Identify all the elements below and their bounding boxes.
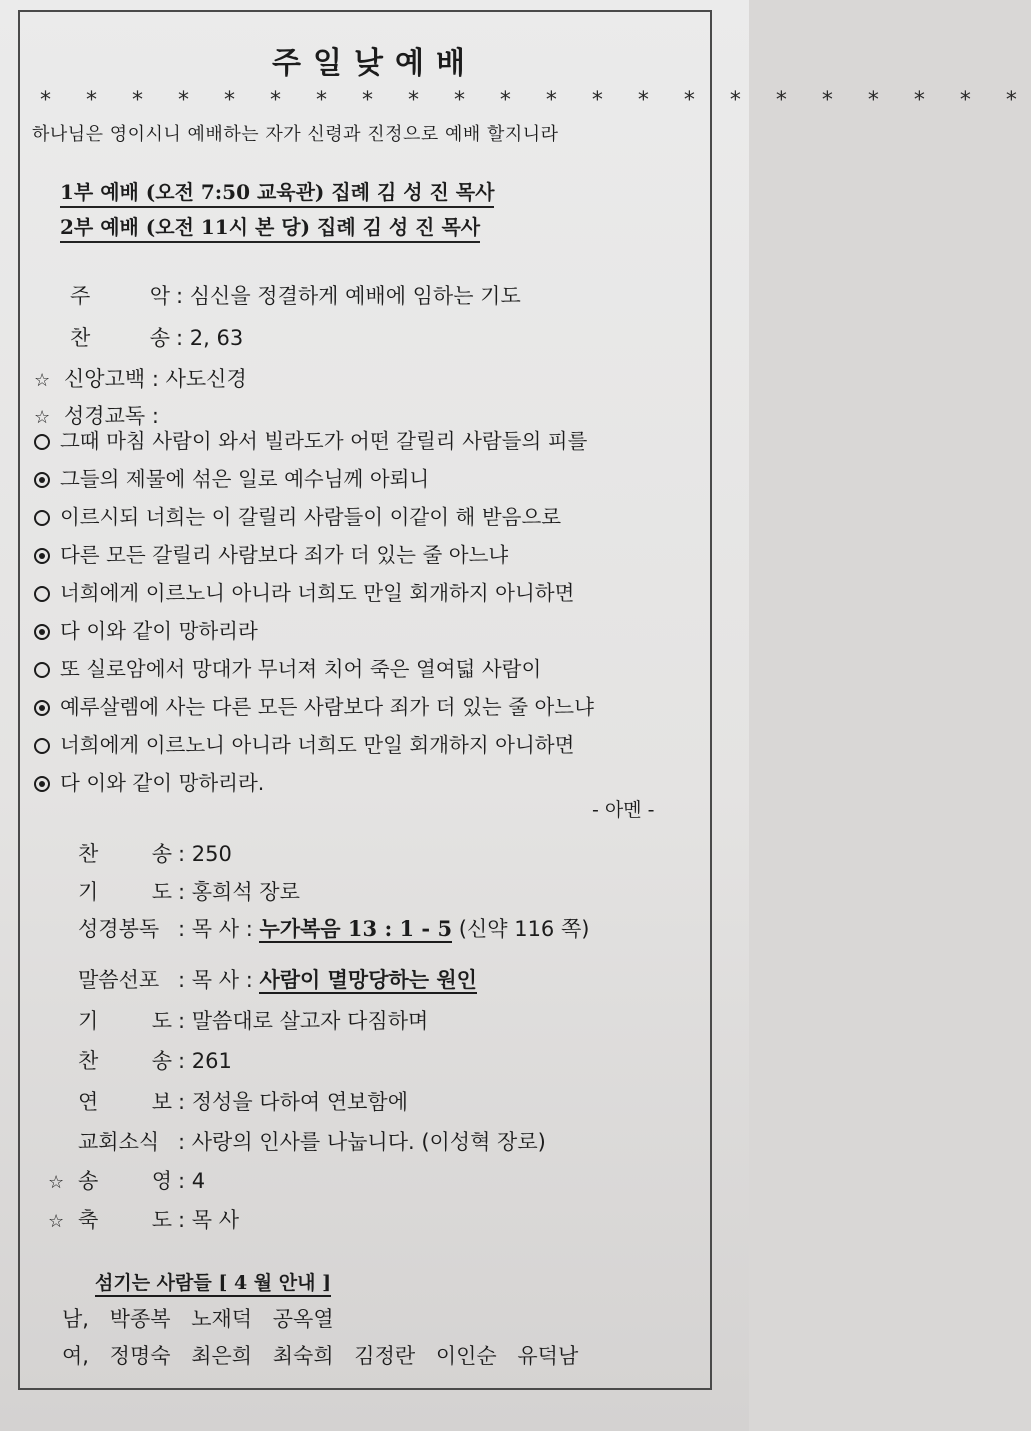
- reading-text: 예루살렘에 사는 다른 모든 사람보다 죄가 더 있는 줄 아느냐: [60, 695, 594, 719]
- order-hymn-opening: 찬 송 : 2, 63: [70, 322, 243, 352]
- order-value: 사도신경: [165, 367, 247, 391]
- order-prelude: 주 악 : 심신을 정결하게 예배에 임하는 기도: [70, 280, 521, 310]
- empty-circle-icon: [34, 738, 50, 754]
- order-prayer-2: 기 도 : 말씀대로 살고자 다짐하며: [78, 1005, 428, 1035]
- page-title: 주일낮예배: [272, 46, 477, 81]
- order-hymn-2: 찬 송 : 261: [78, 1045, 232, 1075]
- order-sermon: 말씀선포 : 목 사 : 사람이 멸망당하는 원인: [78, 964, 477, 994]
- order-value: 목 사: [191, 1208, 240, 1232]
- order-scripture-reading: 성경봉독 : 목 사 : 누가복음 13 : 1 - 5 (신약 116 쪽): [78, 913, 589, 943]
- star-mark-icon: ☆: [48, 1172, 65, 1193]
- reading-text: 다 이와 같이 망하리라.: [60, 771, 265, 795]
- order-value: 250: [191, 842, 232, 866]
- order-label: 성경교독: [64, 404, 146, 428]
- order-label: 말씀선포: [78, 968, 160, 992]
- star-mark-icon: ☆: [48, 1211, 65, 1232]
- server-name: 최숙희: [272, 1344, 334, 1368]
- order-value: 261: [191, 1049, 232, 1073]
- order-prayer-1: 기 도 : 홍희석 장로: [78, 876, 300, 906]
- order-value: 홍희석 장로: [191, 880, 300, 904]
- service-2: 2부 예배 (오전 11시 본 당) 집례 김 성 진 목사: [60, 211, 480, 243]
- star-divider: * * * * * * * * * * * * * * * * * * * * * *: [40, 88, 1031, 113]
- reading-line: [34, 652, 541, 682]
- order-label: 찬 송: [78, 1049, 172, 1073]
- server-name: 유덕남: [517, 1344, 579, 1368]
- star-mark-icon: ☆: [34, 407, 51, 428]
- scripture-page: (신약 116 쪽): [458, 917, 590, 941]
- reading-line: [34, 614, 258, 644]
- order-who: 목 사: [191, 968, 240, 992]
- order-label: 송 영: [78, 1169, 172, 1193]
- star-mark-icon: ☆: [34, 370, 51, 391]
- reading-line: [34, 538, 508, 568]
- server-name: 박종복: [109, 1307, 171, 1331]
- server-name: 이인순: [435, 1344, 497, 1368]
- order-label: 성경봉독: [78, 917, 160, 941]
- order-value: 4: [191, 1169, 206, 1193]
- order-responsive-reading: ☆ 성경교독 :: [34, 404, 159, 428]
- order-value: 심신을 정결하게 예배에 임하는 기도: [189, 284, 521, 308]
- order-value: 말씀대로 살고자 다짐하며: [191, 1009, 429, 1033]
- reading-text: 그들의 제물에 섞은 일로 예수님께 아뢰니: [60, 467, 430, 491]
- server-name: 최은희: [191, 1344, 253, 1368]
- men-prefix: 남,: [62, 1307, 89, 1331]
- order-hymn-1: 찬 송 : 250: [78, 838, 232, 868]
- reading-text: 다른 모든 갈릴리 사람보다 죄가 더 있는 줄 아느냐: [60, 543, 509, 567]
- order-benediction: ☆ 축 도 : 목 사: [48, 1204, 239, 1234]
- empty-circle-icon: [34, 510, 50, 526]
- filled-circle-icon: [34, 700, 50, 716]
- order-value: 2, 63: [189, 326, 244, 350]
- empty-circle-icon: [34, 434, 50, 450]
- order-label: 기 도: [78, 1009, 172, 1033]
- order-label: 연 보: [78, 1090, 172, 1114]
- scripture-verse: 하나님은 영이시니 예배하는 자가 신령과 진정으로 예배 할지니라: [32, 124, 559, 145]
- reading-text: 이르시되 너희는 이 갈릴리 사람들이 이같이 해 받음으로: [60, 505, 562, 529]
- reading-text: 그때 마침 사람이 와서 빌라도가 어떤 갈릴리 사람들의 피를: [60, 429, 588, 453]
- server-name: 공옥열: [272, 1307, 334, 1331]
- server-name: 노재덕: [191, 1307, 253, 1331]
- reading-line: [34, 576, 574, 606]
- empty-circle-icon: [34, 662, 50, 678]
- servers-women: [62, 1340, 578, 1370]
- order-label: 주 악: [70, 284, 170, 308]
- reading-line: [34, 766, 264, 796]
- order-value: 정성을 다하여 연보함에: [191, 1090, 408, 1114]
- reading-line: [34, 462, 429, 492]
- order-creed: ☆ 신앙고백 : 사도신경: [34, 367, 247, 391]
- reading-text: 너희에게 이르노니 아니라 너희도 만일 회개하지 아니하면: [60, 733, 575, 757]
- filled-circle-icon: [34, 624, 50, 640]
- order-church-news: 교회소식 : 사랑의 인사를 나눕니다. (이성혁 장로): [78, 1126, 546, 1156]
- women-prefix: 여,: [62, 1344, 89, 1368]
- order-offering: 연 보 : 정성을 다하여 연보함에: [78, 1086, 408, 1116]
- reading-line: [34, 690, 594, 720]
- reading-line: [34, 500, 561, 530]
- server-name: 정명숙: [109, 1344, 171, 1368]
- servers-men: [62, 1303, 334, 1333]
- reading-line: [34, 424, 587, 454]
- servers-title: 섬기는 사람들 [ 4 월 안내 ]: [95, 1268, 331, 1297]
- filled-circle-icon: [34, 472, 50, 488]
- order-label: 교회소식: [78, 1130, 160, 1154]
- scripture-reference: 누가복음 13 : 1 - 5: [259, 916, 453, 941]
- order-label: 축 도: [78, 1208, 172, 1232]
- order-label: 신앙고백: [64, 367, 146, 391]
- reading-line: [34, 728, 574, 758]
- amen-text: - 아멘 -: [592, 799, 655, 821]
- order-label: 찬 송: [78, 842, 172, 866]
- sermon-title: 사람이 멸망당하는 원인: [259, 967, 477, 992]
- reading-text: 또 실로암에서 망대가 무너져 치어 죽은 열여덟 사람이: [60, 657, 542, 681]
- reading-text: 너희에게 이르노니 아니라 너희도 만일 회개하지 아니하면: [60, 581, 575, 605]
- filled-circle-icon: [34, 776, 50, 792]
- order-label: 기 도: [78, 880, 172, 904]
- order-value: 사랑의 인사를 나눕니다. (이성혁 장로): [191, 1130, 546, 1154]
- server-name: 김정란: [354, 1344, 416, 1368]
- order-who: 목 사: [191, 917, 240, 941]
- reading-text: 다 이와 같이 망하리라: [60, 619, 258, 643]
- empty-circle-icon: [34, 586, 50, 602]
- filled-circle-icon: [34, 548, 50, 564]
- order-label: 찬 송: [70, 326, 170, 350]
- order-doxology: ☆ 송 영 : 4: [48, 1165, 205, 1195]
- service-1: 1부 예배 (오전 7:50 교육관) 집례 김 성 진 목사: [60, 176, 494, 208]
